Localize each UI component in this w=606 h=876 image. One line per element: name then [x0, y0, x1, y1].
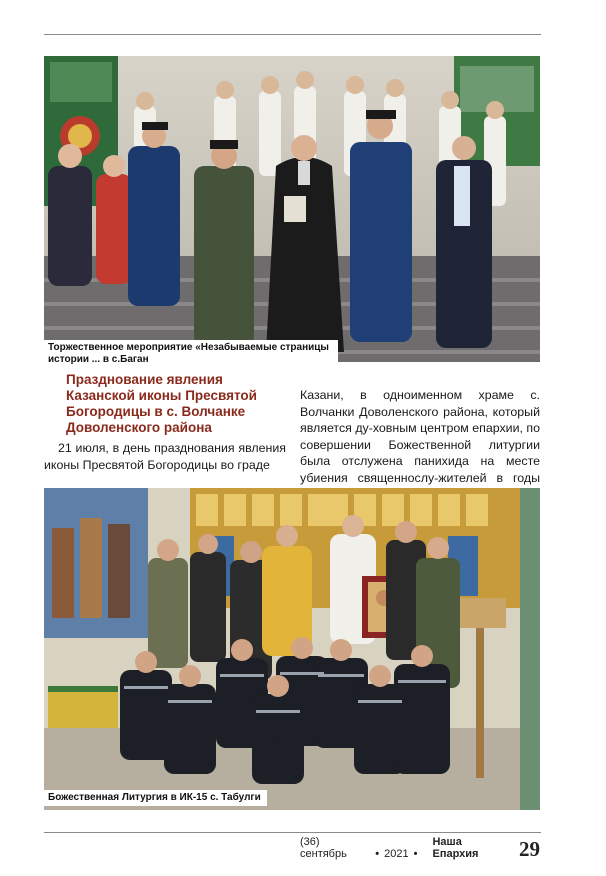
article-text-left: 21 июля, в день празднования явления иконы Пресвятой Богородицы во граде [44, 441, 286, 472]
top-rule [44, 34, 541, 35]
article-text-right: Казани, в одноименном храме с. Волчанки Доволенского района, который является ду-ховным центром епархии, по совершении Божественной литургии была отслужена панихида на месте убиения священнослу-жителей в годы [300, 388, 540, 485]
bottom-rule [44, 832, 541, 833]
bullet-separator: • [413, 848, 418, 860]
page-footer [300, 838, 540, 860]
liturgy-photo-caption: Божественная Литургия в ИК-15 с. Табулги [44, 790, 267, 806]
article-heading [66, 372, 286, 436]
issue-year: 2021 [384, 848, 409, 860]
page-number: 29 [519, 837, 540, 861]
ceremony-photo-caption [44, 340, 338, 368]
caption-line: Торжественное мероприятие «Незабываемые страницы [48, 342, 329, 353]
magazine-title: Наша Епархия [432, 836, 479, 860]
heading-line: Доволенского района [66, 420, 212, 435]
ceremony-group-photo [44, 56, 540, 362]
heading-line: Богородицы в с. Волчанке [66, 404, 246, 419]
heading-line: Казанской иконы Пресвятой [66, 388, 257, 403]
issue-label: (36) сентябрь [300, 836, 347, 860]
heading-line: Празднование явления [66, 372, 223, 387]
liturgy-group-photo [44, 488, 540, 810]
caption-line: истории ... в с.Баган [48, 354, 149, 365]
bullet-separator: • [375, 848, 380, 860]
